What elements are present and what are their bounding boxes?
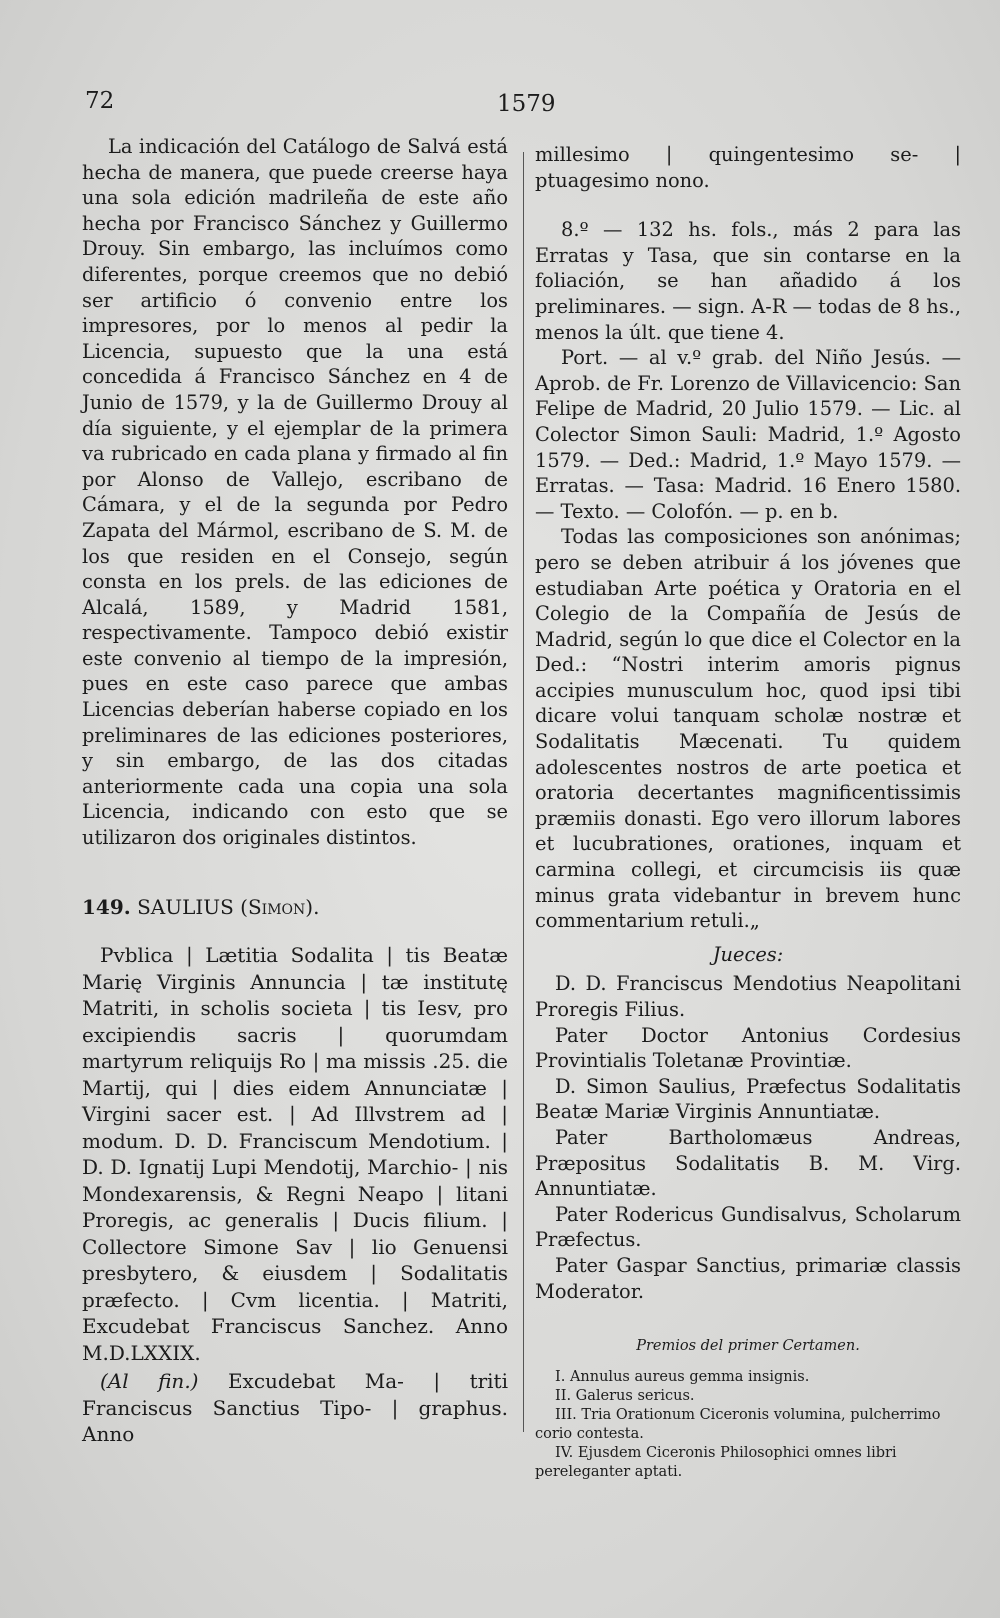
left-column [82,134,508,1448]
judge-entry: Pater Doctor Antonius Cordesius Provintialis Toletanæ Provintiæ. [535,1023,961,1073]
right-column [535,142,961,1482]
judges-heading: Jueces: [712,942,784,966]
commentary-paragraph: La indicación del Catálogo de Salvá está hecha de manera, que puede creerse haya una sola edición madrileña de este año hecha por Francisco Sánchez y Guillermo Drouy. Sin embargo, las incluímos como diferentes, porque creemos que no debió ser artificio ó convenio entre los impresores, por lo menos al pedir la Licencia, supuesto que la una está concedida á Francisco Sánchez en 4 de Junio de 1579, y la de Guillermo Drouy al día siguiente, y el ejemplar de la primera va rubricado en cada plana y firmado al fin por Alonso de Vallejo, escribano de Cámara, y el de la segunda por Pedro Zapata del Mármol, escribano de S. M. de los que residen en el Consejo, según consta en los prels. de las ediciones de Alcalá, 1589, y Madrid 1581, respectivamente. Tampoco debió existir este convenio al tiempo de la impresión, pues en este caso parece que ambas Licencias deberían haberse copiado en los preliminares de las ediciones posteriores, y sin embargo, de las dos citadas anteriormente cada una copia una sola Licencia, indicando con esto que se utilizaron dos originales distintos. [82,135,508,850]
collation-paragraph: 8.º — 132 hs. fols., más 2 para las Erratas y Tasa, que sin contarse en la foliación, se han añadido á los preliminares. — sign. A-R — todas de 8 hs., menos la últ. que tiene 4. [535,218,961,344]
colophon-label: (Al fin.) [100,1369,199,1394]
colophon-transcription [82,1368,508,1448]
note-paragraph: Todas las composiciones son anónimas; pero se deben atribuir á los jóvenes que estudiaban Arte poética y Oratoria en el Colegio de la Compañía de Jesús de Madrid, según lo que dice el Colector en la Ded.: “Nostri interim amoris pignus accipies munusculum hoc, quod ipsi tibi dicare volui tanquam scholæ nostræ et Sodalitatis Mæcenati. Tu quidem adolescentes nostros de arte poetica et oratoria decertantes magnificentissimis præmiis donasti. Ego vero illorum labores et lucubrationes, orationes, inquam et carmina collegi, et circumcisis iis quæ minus grata videbantur in brevem hunc commentarium retuli.„ [535,525,961,933]
judge-entry: D. Simon Saulius, Præfectus Sodalitatis Beatæ Mariæ Virginis Annuntiatæ. [535,1074,961,1124]
prize-entry: III. Tria Orationum Ciceronis volumina, pulcherrimo corio contesta. [535,1406,941,1442]
contents-paragraph: Port. — al v.º grab. del Niño Jesús. — Aprob. de Fr. Lorenzo de Villavicencio: San Felipe de Madrid, 20 Julio 1579. — Lic. al Colector Simon Sauli: Madrid, 1.º Agosto 1579. — Ded.: Madrid, 1.º Mayo 1579. — Erratas. — Tasa: Madrid. 16 Enero 1580. — Texto. — Colofón. — p. en b. [535,346,961,523]
entry-number: 149. [82,894,131,919]
entry-author-close: ). [305,894,320,919]
prizes-heading: Premios del primer Certamen. [636,1338,860,1355]
judge-entry: D. D. Franciscus Mendotius Neapolitani Proregis Filius. [535,972,961,1021]
column-divider [523,152,524,1432]
title-transcription: Pvblica | Lætitia Sodalita | tis Beatæ Marię Virginis Annuncia | tæ institutę Matriti, in scholis societa | tis Iesv, pro excipiendis sacris | quorumdam martyrum reliquijs Ro | ma missis .25. die Martij, qui | dies eidem Annunciatæ | Virgini sacer est. | Ad Illvstrem ad | modum. D. D. Franciscum Mendotium. | D. D. Ignatij Lupi Mendotij, Marchio- | nis Mondexarensis, & Regni Neapo | litani Proregis, ac generalis | Ducis filium. | Collectore Simone Sav | lio Genuensi presbytero, & eiusdem | Sodalitatis præfecto. | Cvm licentia. | Matriti, Excudebat Franciscus Sanchez. Anno M.D.LXXIX. [82,943,508,1365]
title-continuation: millesimo | quingentesimo se- | ptuagesimo nono. [535,143,961,192]
colophon-text: Excudebat Ma- | triti Franciscus Sanctius Tipo- | graphus. Anno [82,1369,508,1447]
running-header-year: 1579 [497,91,556,117]
judge-entry: Pater Rodericus Gundisalvus, Scholarum Præfectus. [535,1202,961,1252]
prize-entry: IV. Ejusdem Ciceronis Philosophici omnes libri pereleganter aptati. [535,1444,897,1480]
judge-entry: Pater Bartholomæus Andreas, Præpositus Sodalitatis B. M. Virg. Annuntiatæ. [535,1125,961,1201]
page-number: 72 [85,88,115,114]
judge-entry: Pater Gaspar Sanctius, primariæ classis Moderator. [535,1253,961,1303]
prize-entry: I. Annulus aureus gemma insignis. [555,1368,810,1385]
entry-author: SAULIUS ( [137,894,248,919]
entry-author-given: Simon [247,894,306,919]
prize-entry: II. Galerus sericus. [555,1387,695,1404]
entry-heading [82,895,508,921]
